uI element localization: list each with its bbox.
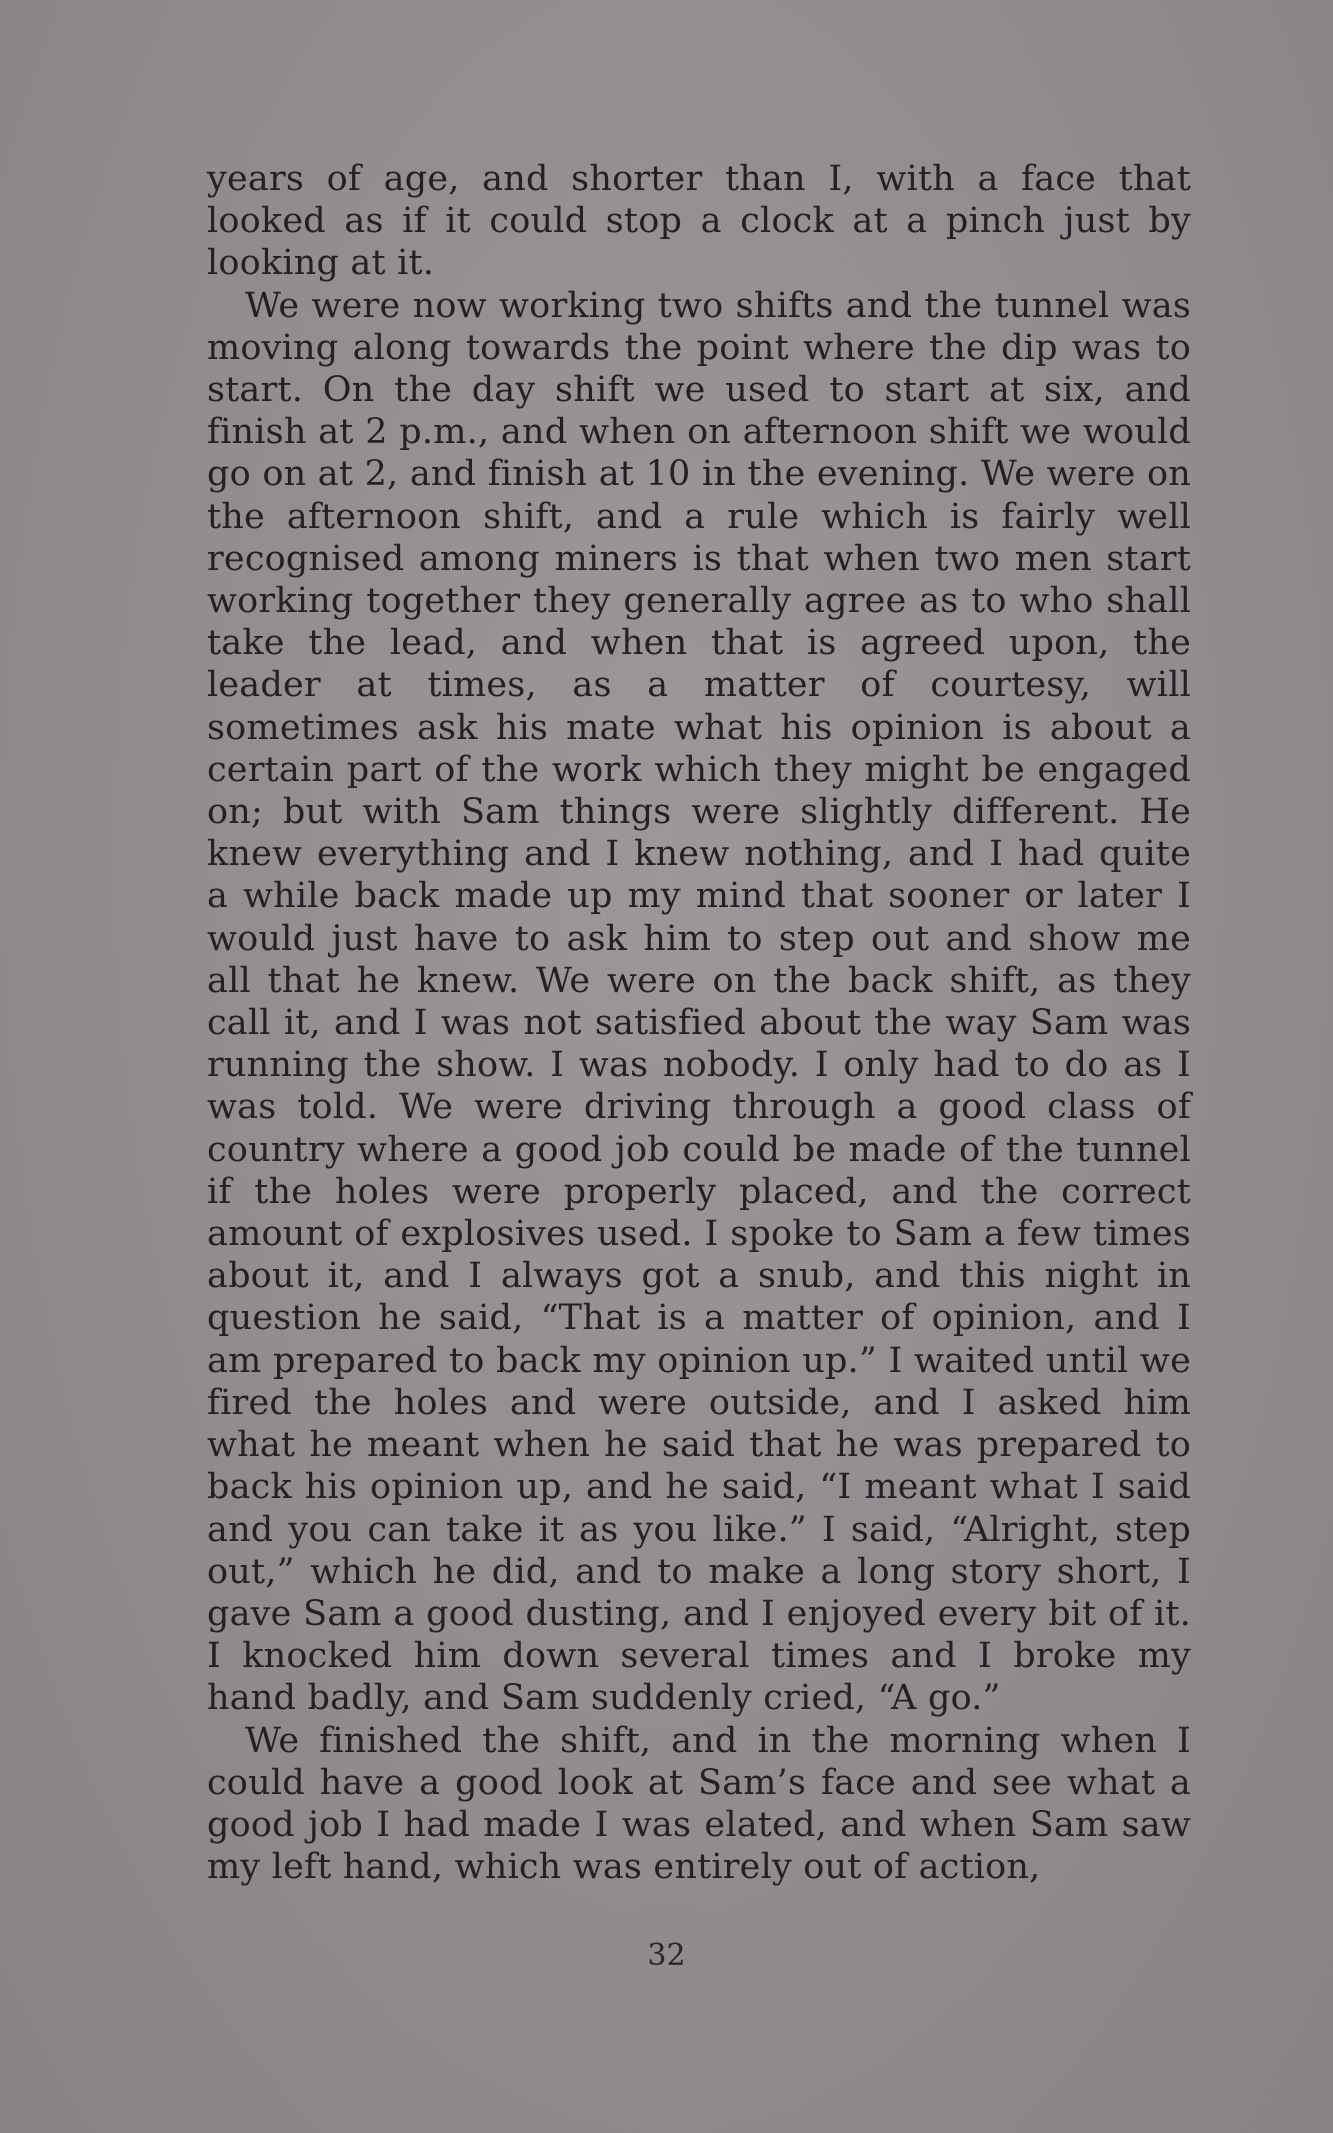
paragraph-continuation: years of age, and shorter than I, with a face that looked as if it could stop a clock at a pinch just by looking at it. — [207, 159, 1191, 284]
paragraph-morning: We finished the shift, and in the morning when I could have a good look at Sam’s face and see what a good job I had made I was elated, and when Sam saw my left hand, which was entirely out of action, — [207, 1720, 1191, 1888]
paragraph-shifts: We were now working two shifts and the tunnel was moving along towards the point where the dip was to start. On the day shift we used to start at six, and finish at 2 p.m., and when on afternoon shift we would go on at 2, and finish at 10 in the evening. We were on the afternoon shift, and a rule which is fairly well recognised among miners is that when two men start working together they generally agree as to who shall take the lead, and when that is agreed upon, the leader at times, as a matter of courtesy, will sometimes ask his mate what his opinion is about a certain part of the work which they might be engaged on; but with Sam things were slightly different. He knew everything and I knew nothing, and I had quite a while back made up my mind that sooner or later I would just have to ask him to step out and show me all that he knew. We were on the back shift, as they call it, and I was not satisfied about the way Sam was running the show. I was nobody. I only had to do as I was told. We were driving through a good class of country where a good job could be made of the tunnel if the holes were properly placed, and the correct amount of explosives used. I spoke to Sam a few times about it, and I always got a snub, and this night in question he said, “That is a matter of opinion, and I am prepared to back my opinion up.” I waited until we fired the holes and were outside, and I asked him what he meant when he said that he was prepared to back his opinion up, and he said, “I meant what I said and you can take it as you like.” I said, “Alright, step out,” which he did, and to make a long story short, I gave Sam a good dusting, and I enjoyed every bit of it. I knocked him down several times and I broke my hand badly, and Sam suddenly cried, “A go.” — [207, 285, 1191, 1719]
body-text — [207, 158, 1191, 1888]
page-number: 32 — [647, 1938, 686, 1973]
